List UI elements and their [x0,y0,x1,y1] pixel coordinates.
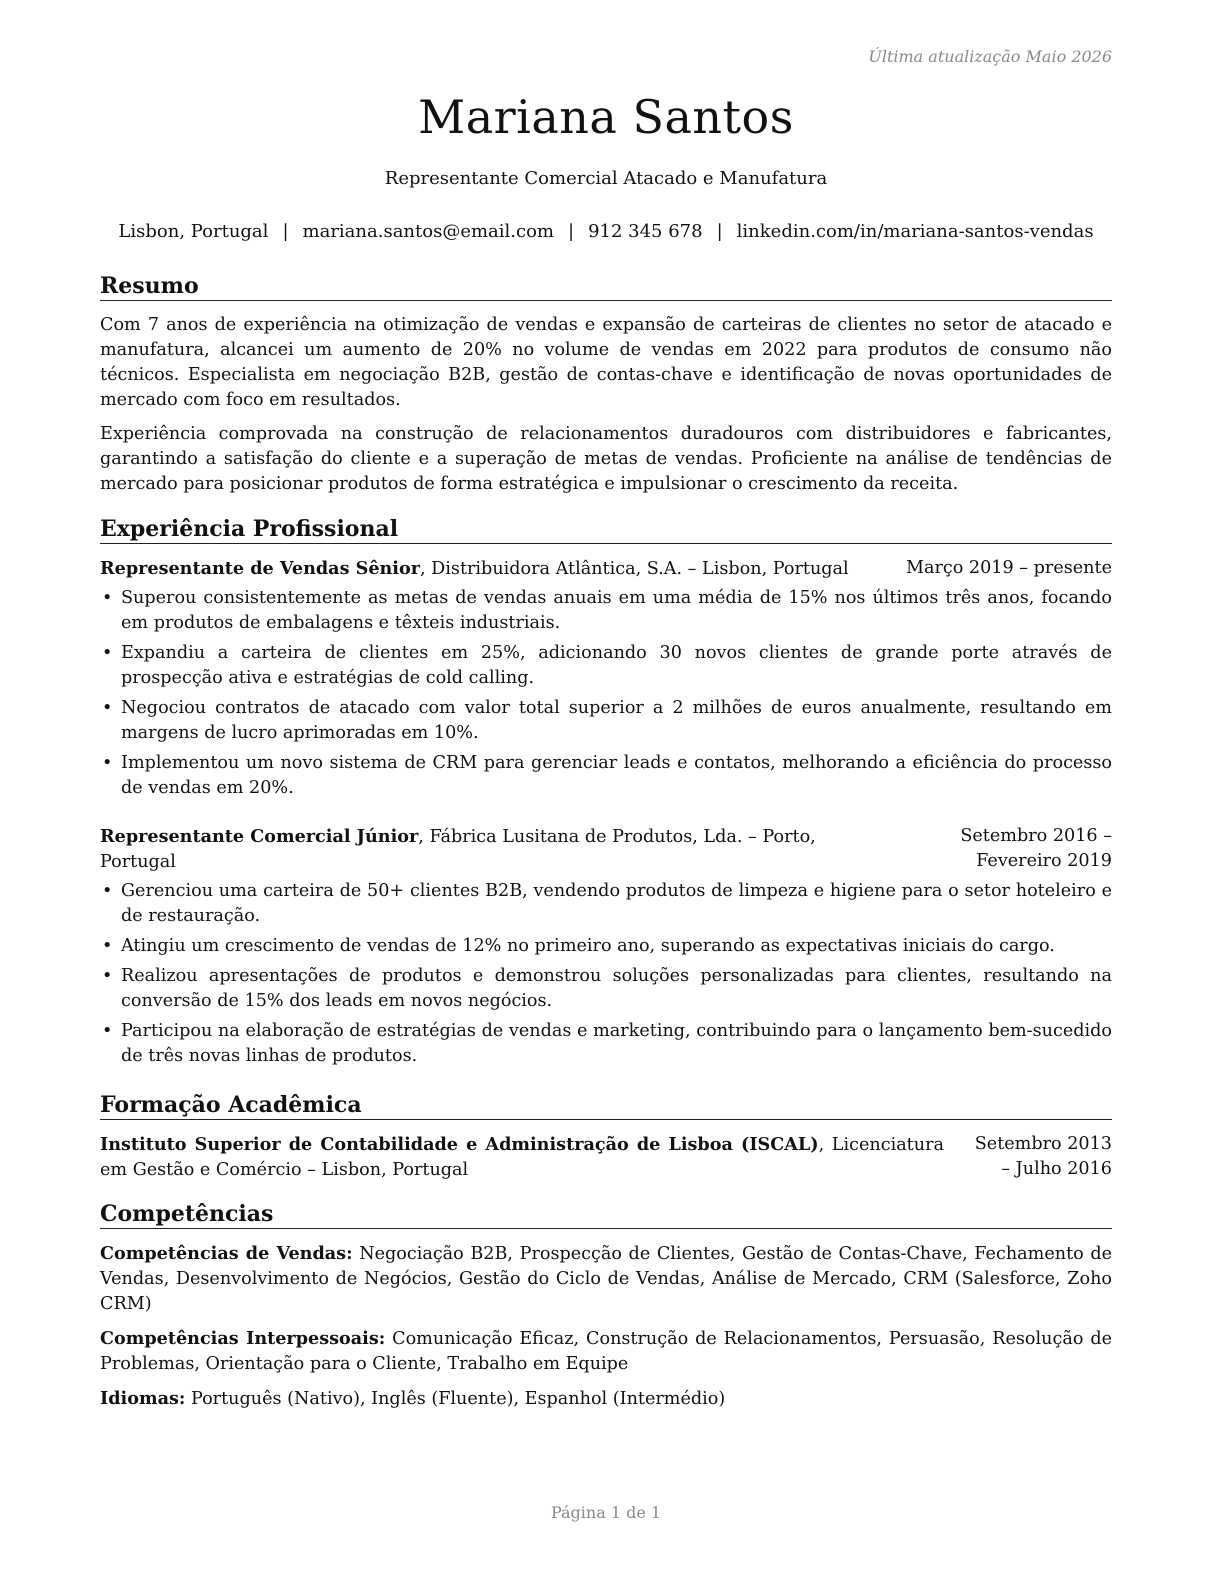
bullet-item: • Atingiu um crescimento de vendas de 12% no primeiro ano, superando as expectativas iniciais do cargo. [100,934,1112,959]
candidate-name: Mariana Santos [418,90,794,144]
last-updated: Última atualização Maio 2026 [868,47,1112,66]
contact-phone: 912 345 678 [588,221,703,242]
skill-group-text: Português (Nativo), Inglês (Fluente), Espanhol (Intermédio) [185,1389,726,1409]
resume-page [100,0,1112,1584]
job-role-company [100,824,862,875]
contact-line [100,219,1112,244]
job-header [100,556,1112,582]
bullet-item: • Participou na elaboração de estratégias de vendas e marketing, contribuindo para o lançamento bem-sucedido de três novas linhas de produtos. [100,1019,1112,1069]
bullet-item: • Realizou apresentações de produtos e demonstrou soluções personalizadas para clientes, resultando na conversão de 15% dos leads em novos negócios. [100,964,1112,1014]
education-dates: Setembro 2013 – Julho 2016 [974,1134,1112,1179]
section-title-summary: Resumo [100,272,1112,301]
summary-paragraph: Com 7 anos de experiência na otimização de vendas e expansão de carteiras de clientes no setor de atacado e manufatura, alcancei um aumento de 20% no volume de vendas em 2022 para produtos de consumo não técnicos. Especialista em negociação B2B, gestão de contas-chave e identificação de novas oportunidades de mercado com foco em resultados. [100,315,1112,410]
job-bullets [100,879,1112,1069]
job-bullets [100,586,1112,801]
skill-group [100,1241,1112,1317]
contact-linkedin[interactable]: linkedin.com/in/mariana-santos-vendas [736,221,1094,242]
section-title-education: Formação Acadêmica [100,1091,1112,1120]
contact-separator: | [282,221,289,242]
job-entry [100,824,1112,1069]
skill-group-text: Negociação B2B, Prospecção de Clientes, Gestão de Contas-Chave, Fechamento de Vendas, Desenvolvimento de Negócios, Gestão do Ciclo de Vendas, Análise de Mercado, CRM (Salesforce, Zoho CRM) [100,1244,1113,1314]
job-dates: Setembro 2016 – Fevereiro 2019 [960,826,1112,871]
section-title-experience: Experiência Profissional [100,515,1112,544]
bullet-item: • Superou consistentemente as metas de vendas anuais em uma média de 15% nos últimos três anos, focando em produtos de embalagens e têxteis industriais. [100,586,1112,636]
education-entry [100,1132,1112,1183]
job-header [100,824,1112,875]
page-number: Página 1 de 1 [550,1503,662,1522]
job-company: , Distribuidora Atlântica, S.A. – Lisbon, Portugal [420,559,849,579]
experience-section [100,515,1112,1074]
skill-group [100,1326,1112,1377]
skills-section [100,1200,1112,1421]
skill-group [100,1386,1112,1412]
job-dates: Março 2019 – presente [905,558,1112,578]
education-school-degree [100,1132,944,1183]
contact-location: Lisbon, Portugal [118,221,269,242]
skill-group-label: Competências Interpessoais: [100,1328,386,1349]
bullet-item: • Implementou um novo sistema de CRM para gerenciar leads e contatos, melhorando a eficiência do processo de vendas em 20%. [100,751,1112,801]
bullet-item: • Negociou contratos de atacado com valor total superior a 2 milhões de euros anualmente, resultando em margens de lucro aprimoradas em 10%. [100,696,1112,746]
education-school: Instituto Superior de Contabilidade e Administração de Lisboa (ISCAL) [100,1134,819,1155]
job-role: Representante de Vendas Sênior [100,558,420,579]
education-section [100,1091,1112,1187]
contact-email[interactable]: mariana.santos@email.com [302,221,554,242]
job-entry [100,556,1112,801]
summary-section [100,272,1112,506]
summary-paragraph: Experiência comprovada na construção de relacionamentos duradouros com distribuidores e fabricantes, garantindo a satisfação do cliente e a superação de metas de vendas. Proficiente na análise de tendências de mercado para posicionar produtos de forma estratégica e impulsionar o crescimento da receita. [100,424,1112,494]
contact-separator: | [716,221,723,242]
education-degree: , Licenciatura em Gestão e Comércio – Lisbon, Portugal [100,1135,944,1180]
job-role-company [100,556,849,582]
skill-group-text: Comunicação Eficaz, Construção de Relacionamentos, Persuasão, Resolução de Problemas, Orientação para o Cliente, Trabalho em Equipe [100,1329,1112,1374]
skill-group-label: Competências de Vendas: [100,1243,353,1264]
section-title-skills: Competências [100,1200,1112,1229]
candidate-title: Representante Comercial Atacado e Manufatura [384,168,828,189]
bullet-item: • Expandiu a carteira de clientes em 25%, adicionando 30 novos clientes de grande porte através de prospecção ativa e estratégias de cold calling. [100,641,1112,691]
skill-group-label: Idiomas: [100,1388,186,1409]
bullet-item: • Gerenciou uma carteira de 50+ clientes B2B, vendendo produtos de limpeza e higiene para o setor hoteleiro e de restauração. [100,879,1112,929]
job-role: Representante Comercial Júnior [100,826,419,847]
job-company: , Fábrica Lusitana de Produtos, Lda. – Porto, Portugal [100,827,816,872]
contact-separator: | [568,221,575,242]
